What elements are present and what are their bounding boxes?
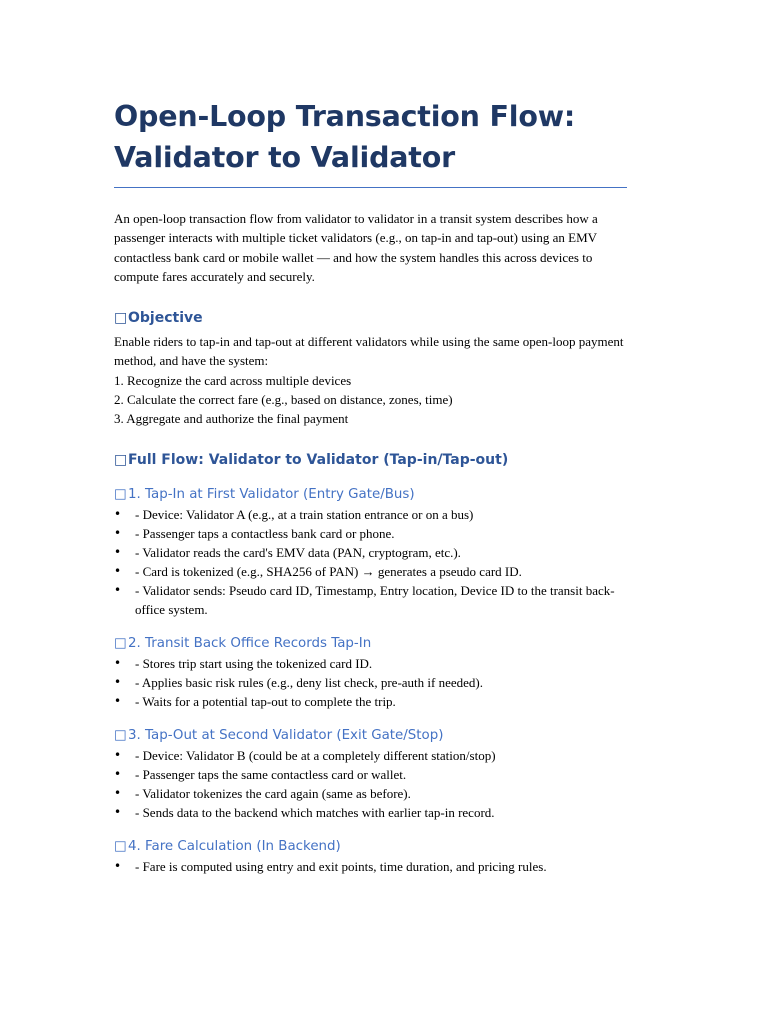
- bullet-icon: •: [114, 785, 122, 800]
- document-page: [114, 96, 627, 876]
- bullet-icon: •: [114, 693, 122, 708]
- placeholder-box-icon: □: [114, 727, 127, 743]
- step-2-heading-text: 2. Transit Back Office Records Tap-In: [128, 635, 372, 651]
- placeholder-box-icon: □: [114, 451, 128, 468]
- objective-point-3: 3. Aggregate and authorize the final payment: [114, 411, 349, 427]
- objective-text: Enable riders to tap-in and tap-out at different validators while using the same open-loop payment method, and have the system:: [114, 334, 624, 369]
- objective-heading-text: Objective: [128, 310, 203, 327]
- list-item: [114, 543, 627, 562]
- list-item: [114, 765, 627, 784]
- list-item-text: - Device: Validator B (could be at a completely different station/stop): [135, 747, 496, 763]
- list-item: [114, 692, 627, 711]
- bullet-icon: •: [114, 858, 122, 873]
- placeholder-box-icon: □: [114, 838, 127, 854]
- bullet-icon: •: [114, 563, 122, 578]
- list-item: [114, 784, 627, 803]
- list-item: [114, 524, 627, 543]
- step-3-heading-text: 3. Tap-Out at Second Validator (Exit Gate/Stop): [128, 727, 444, 743]
- placeholder-box-icon: □: [114, 310, 128, 327]
- step-4-list: [114, 857, 627, 876]
- step-3-list: [114, 746, 627, 822]
- bullet-icon: •: [114, 582, 122, 597]
- step-1-heading: [114, 484, 627, 505]
- list-item-text: - Card is tokenized (e.g., SHA256 of PAN) → generates a pseudo card ID.: [135, 563, 522, 579]
- step-3-heading: [114, 725, 627, 746]
- list-item: [114, 673, 627, 692]
- bullet-icon: •: [114, 525, 122, 540]
- bullet-icon: •: [114, 674, 122, 689]
- objective-heading: [114, 307, 627, 329]
- list-item-text: - Device: Validator A (e.g., at a train station entrance or on a bus): [135, 506, 474, 522]
- list-item: [114, 505, 627, 524]
- objective-point-1: 1. Recognize the card across multiple devices: [114, 372, 352, 388]
- bullet-icon: •: [114, 747, 122, 762]
- full-flow-heading-text: Full Flow: Validator to Validator (Tap-in/Tap-out): [128, 451, 509, 468]
- list-item: [114, 562, 627, 581]
- step-2-heading: [114, 633, 627, 654]
- step-1-list: [114, 505, 627, 619]
- document-title: Open-Loop Transaction Flow: Validator to Validator: [114, 96, 627, 188]
- list-item: [114, 654, 627, 673]
- list-item-text: - Stores trip start using the tokenized card ID.: [135, 655, 373, 671]
- step-4-heading: [114, 836, 627, 857]
- bullet-icon: •: [114, 766, 122, 781]
- placeholder-box-icon: □: [114, 486, 127, 502]
- step-4-heading-text: 4. Fare Calculation (In Backend): [128, 838, 341, 854]
- list-item: [114, 803, 627, 822]
- list-item-text: - Validator sends: Pseudo card ID, Timestamp, Entry location, Device ID to the transit back-office system.: [135, 582, 615, 617]
- bullet-icon: •: [114, 655, 122, 670]
- list-item-text: - Fare is computed using entry and exit points, time duration, and pricing rules.: [135, 858, 547, 874]
- list-item: [114, 746, 627, 765]
- list-item-text: - Sends data to the backend which matches with earlier tap-in record.: [135, 804, 495, 820]
- list-item-text: - Validator tokenizes the card again (same as before).: [135, 785, 411, 801]
- placeholder-box-icon: □: [114, 635, 127, 651]
- bullet-icon: •: [114, 506, 122, 521]
- list-item-text: - Passenger taps the same contactless card or wallet.: [135, 766, 407, 782]
- bullet-icon: •: [114, 544, 122, 559]
- list-item-text: - Applies basic risk rules (e.g., deny list check, pre-auth if needed).: [135, 674, 483, 690]
- objective-point-2: 2. Calculate the correct fare (e.g., based on distance, zones, time): [114, 392, 453, 408]
- step-1-heading-text: 1. Tap-In at First Validator (Entry Gate/Bus): [128, 486, 415, 502]
- list-item-text: - Passenger taps a contactless bank card or phone.: [135, 525, 395, 541]
- list-item-text: - Validator reads the card's EMV data (PAN, cryptogram, etc.).: [135, 544, 461, 560]
- list-item-text: - Waits for a potential tap-out to complete the trip.: [135, 693, 396, 709]
- bullet-icon: •: [114, 804, 122, 819]
- full-flow-heading: [114, 449, 627, 471]
- intro-paragraph: An open-loop transaction flow from validator to validator in a transit system describes how a passenger interacts with multiple ticket validators (e.g., on tap-in and tap-out) using an EMV contactless bank card or mobile wallet — and how the system handles this across devices to compute fares accurately and securely.: [114, 211, 598, 284]
- list-item: [114, 581, 627, 619]
- step-2-list: [114, 654, 627, 711]
- list-item: [114, 857, 627, 876]
